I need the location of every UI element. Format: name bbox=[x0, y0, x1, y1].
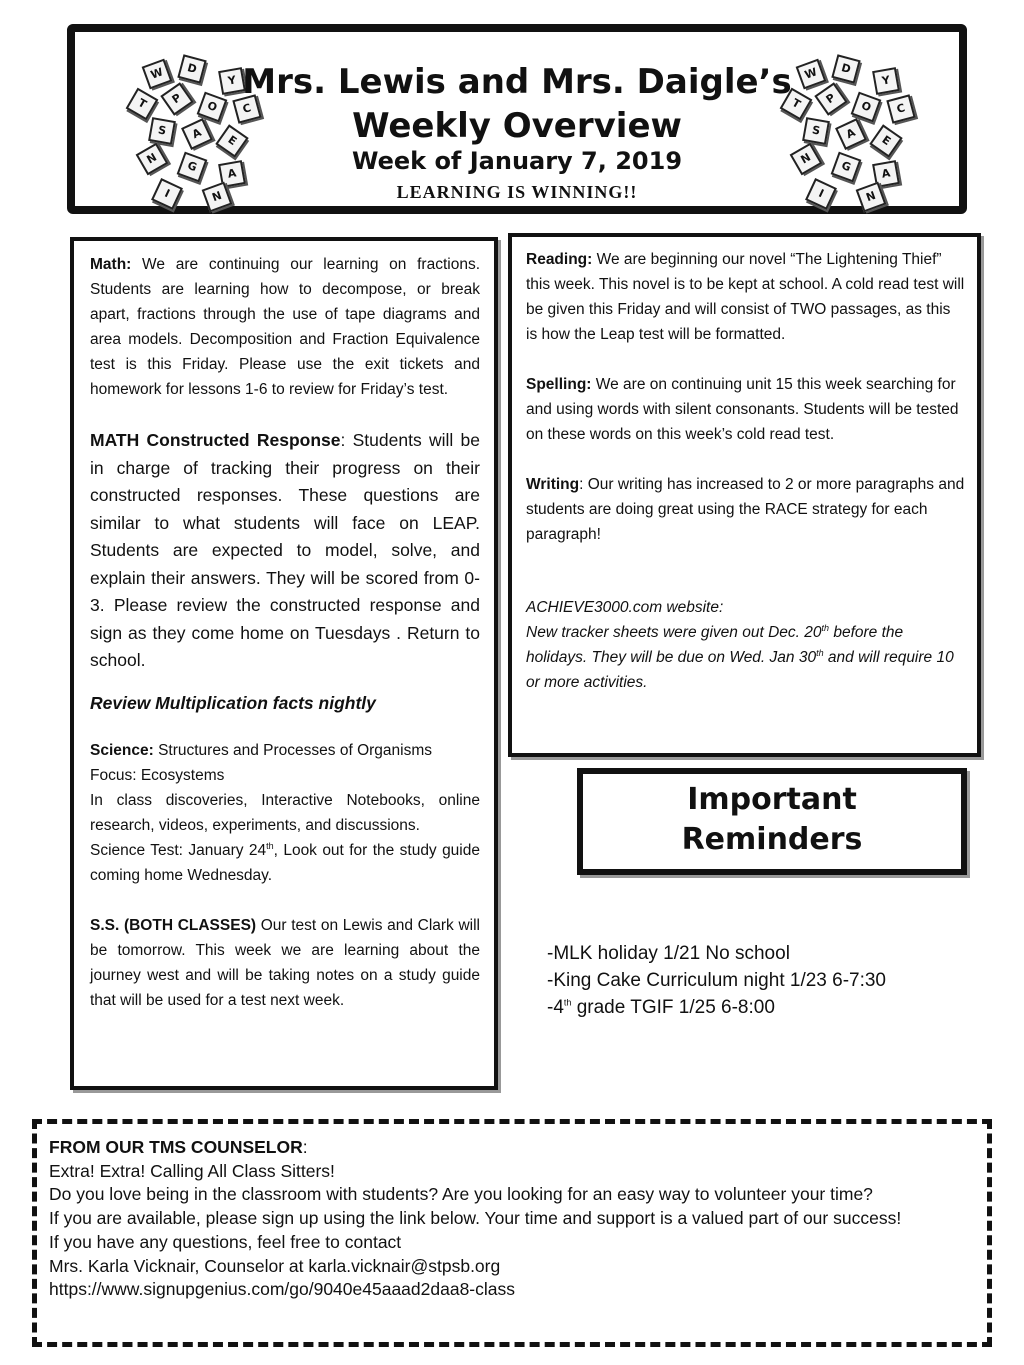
letter-tile-icon: W bbox=[142, 59, 173, 90]
spelling-text: We are on continuing unit 15 this week searching for and using words with silent consonants. Students will be tested on these words on this week’s cold read test. bbox=[526, 376, 959, 443]
social-studies-label: S.S. (BOTH CLASSES) bbox=[90, 916, 257, 934]
right-column-box bbox=[508, 233, 981, 757]
letter-tile-icon: N bbox=[136, 143, 169, 176]
page-title: Mrs. Lewis and Mrs. Daigle’s bbox=[242, 62, 792, 102]
counselor-line: Extra! Extra! Calling All Class Sitters! bbox=[49, 1160, 335, 1181]
letter-tile-icon: D bbox=[831, 54, 860, 83]
reminders-list bbox=[547, 940, 967, 1021]
letter-tile-icon: A bbox=[835, 118, 867, 150]
reminders-title-line1: Important bbox=[687, 782, 857, 817]
reminder-item-3-sup: th bbox=[563, 997, 572, 1008]
achieve-sup-2: th bbox=[816, 647, 824, 658]
achieve-text-b: before the holidays. They will be due on Wed. Jan 30 bbox=[526, 624, 904, 666]
achieve-title: ACHIEVE3000.com website: bbox=[526, 599, 724, 616]
letter-tile-icon: O bbox=[197, 92, 228, 123]
letter-tile-icon: A bbox=[181, 118, 213, 150]
letter-tile-icon: E bbox=[215, 124, 248, 157]
achieve-text-c: and will require 10 or more activities. bbox=[526, 649, 954, 691]
letter-tile-icon: S bbox=[148, 117, 176, 145]
reminders-title-line2: Reminders bbox=[681, 822, 863, 857]
science-label: Science: bbox=[90, 741, 154, 759]
science-text: Structures and Processes of Organisms bbox=[153, 741, 433, 759]
letter-tile-icon: C bbox=[232, 94, 261, 123]
letter-tile-icon: P bbox=[814, 82, 847, 115]
science-section bbox=[90, 738, 480, 888]
reminder-item: -MLK holiday 1/21 No school bbox=[547, 943, 790, 964]
science-class: In class discoveries, Interactive Notebooks, online research, videos, experiments, and discussions. bbox=[90, 791, 480, 834]
letter-tile-icon: N bbox=[790, 143, 823, 176]
writing-section bbox=[526, 472, 965, 547]
counselor-line: Do you love being in the classroom with students? Are you looking for an easy way to volunteer your time? bbox=[49, 1184, 873, 1205]
letter-tile-icon: Y bbox=[218, 67, 246, 95]
letter-tile-icon: E bbox=[869, 124, 902, 157]
reminder-item: -King Cake Curriculum night 1/23 6-7:30 bbox=[547, 970, 887, 991]
achieve-section bbox=[526, 595, 965, 695]
constructed-response-text: : Students will be in charge of tracking their progress on their constructed responses. These questions are similar to what students will face on LEAP. Students are expected to model, solve, and explain their answers. They will be scored from 0-3. Please review the constructed response and sign as they come home on Tuesdays . Return to school. bbox=[90, 430, 480, 670]
achieve-text-a: New tracker sheets were given out Dec. 20 bbox=[526, 624, 822, 641]
constructed-response-section bbox=[90, 427, 480, 675]
review-note: Review Multiplication facts nightly bbox=[90, 692, 376, 713]
reading-text: We are beginning our novel “The Lightening Thief” this week. This novel is to be kept at school. A cold read test will be given this Friday and will consist of TWO passages, as this is how the Leap test will be formatted. bbox=[526, 251, 965, 343]
science-test-sup: th bbox=[266, 840, 274, 851]
math-label: Math: bbox=[90, 256, 132, 273]
letter-tile-icon: O bbox=[851, 92, 882, 123]
header-banner bbox=[67, 24, 967, 214]
reminders-title-box bbox=[577, 768, 967, 875]
letter-tile-icon: Y bbox=[872, 67, 900, 95]
writing-text: : Our writing has increased to 2 or more paragraphs and students are doing great using the RACE strategy for each paragraph! bbox=[526, 476, 965, 543]
achieve-sup-1: th bbox=[821, 622, 830, 633]
social-studies-section bbox=[90, 913, 480, 1013]
math-text: We are continuing our learning on fractions. Students are learning how to decompose, or break apart, fractions through the use of tape diagrams and area models. Decomposition and Fraction Equivalence test is this Friday. Please use the exit tickets and homework for lessons 1-6 to review for Friday’s test. bbox=[90, 256, 480, 398]
counselor-box bbox=[32, 1119, 992, 1347]
reading-label: Reading: bbox=[526, 251, 593, 268]
letter-tile-icon: G bbox=[177, 152, 208, 183]
letter-tile-icon: P bbox=[160, 82, 193, 115]
signup-link[interactable]: https://www.signupgenius.com/go/9040e45aaad2daa8-class bbox=[49, 1279, 516, 1300]
reminder-item bbox=[547, 994, 967, 1021]
science-test bbox=[90, 838, 480, 888]
counselor-line: If you have any questions, feel free to contact bbox=[49, 1231, 402, 1252]
reading-section bbox=[526, 247, 965, 347]
spelling-label: Spelling: bbox=[526, 376, 592, 393]
letter-tile-icon: I bbox=[805, 178, 837, 210]
letter-tile-icon: N bbox=[856, 182, 887, 213]
counselor-email[interactable]: Mrs. Karla Vicknair, Counselor at karla.vicknair@stpsb.org bbox=[49, 1255, 501, 1276]
page-subtitle: Weekly Overview bbox=[352, 106, 682, 146]
letter-tile-icon: T bbox=[126, 88, 159, 121]
left-column-box bbox=[70, 237, 498, 1090]
motto: LEARNING IS WINNING!! bbox=[396, 182, 638, 202]
letter-tile-icon: I bbox=[151, 178, 183, 210]
science-focus: Focus: Ecosystems bbox=[90, 766, 225, 784]
counselor-colon: : bbox=[302, 1137, 308, 1157]
science-test-date: Science Test: January 24 bbox=[90, 841, 267, 859]
letter-tile-icon: S bbox=[802, 117, 830, 145]
counselor-heading bbox=[49, 1136, 975, 1160]
letter-tile-icon: A bbox=[218, 160, 246, 188]
letter-tile-icon: W bbox=[796, 59, 827, 90]
letter-tile-icon: C bbox=[886, 94, 915, 123]
reminder-item-3-a: -4 bbox=[547, 997, 564, 1018]
letter-tile-icon: A bbox=[872, 160, 900, 188]
counselor-line: If you are available, please sign up using the link below. Your time and support is a valued part of our success! bbox=[49, 1208, 902, 1229]
letter-tile-icon: G bbox=[831, 152, 862, 183]
counselor-label: FROM OUR TMS COUNSELOR bbox=[49, 1137, 303, 1157]
constructed-response-label: MATH Constructed Response bbox=[90, 430, 341, 450]
spelling-section bbox=[526, 372, 965, 447]
math-section bbox=[90, 252, 480, 402]
week-date: Week of January 7, 2019 bbox=[351, 147, 683, 175]
letter-tile-icon: D bbox=[177, 54, 206, 83]
reminder-item-3-b: grade TGIF 1/25 6-8:00 bbox=[571, 997, 775, 1018]
social-studies-text: Our test on Lewis and Clark will be tomorrow. This week we are learning about the journey west and will be taking notes on a study guide that will be used for a test next week. bbox=[90, 916, 480, 1009]
science-test-note: , Look out for the study guide coming home Wednesday. bbox=[90, 841, 480, 884]
writing-label: Writing bbox=[526, 476, 580, 493]
letter-tile-icon: N bbox=[202, 182, 233, 213]
letter-tile-icon: T bbox=[780, 88, 813, 121]
